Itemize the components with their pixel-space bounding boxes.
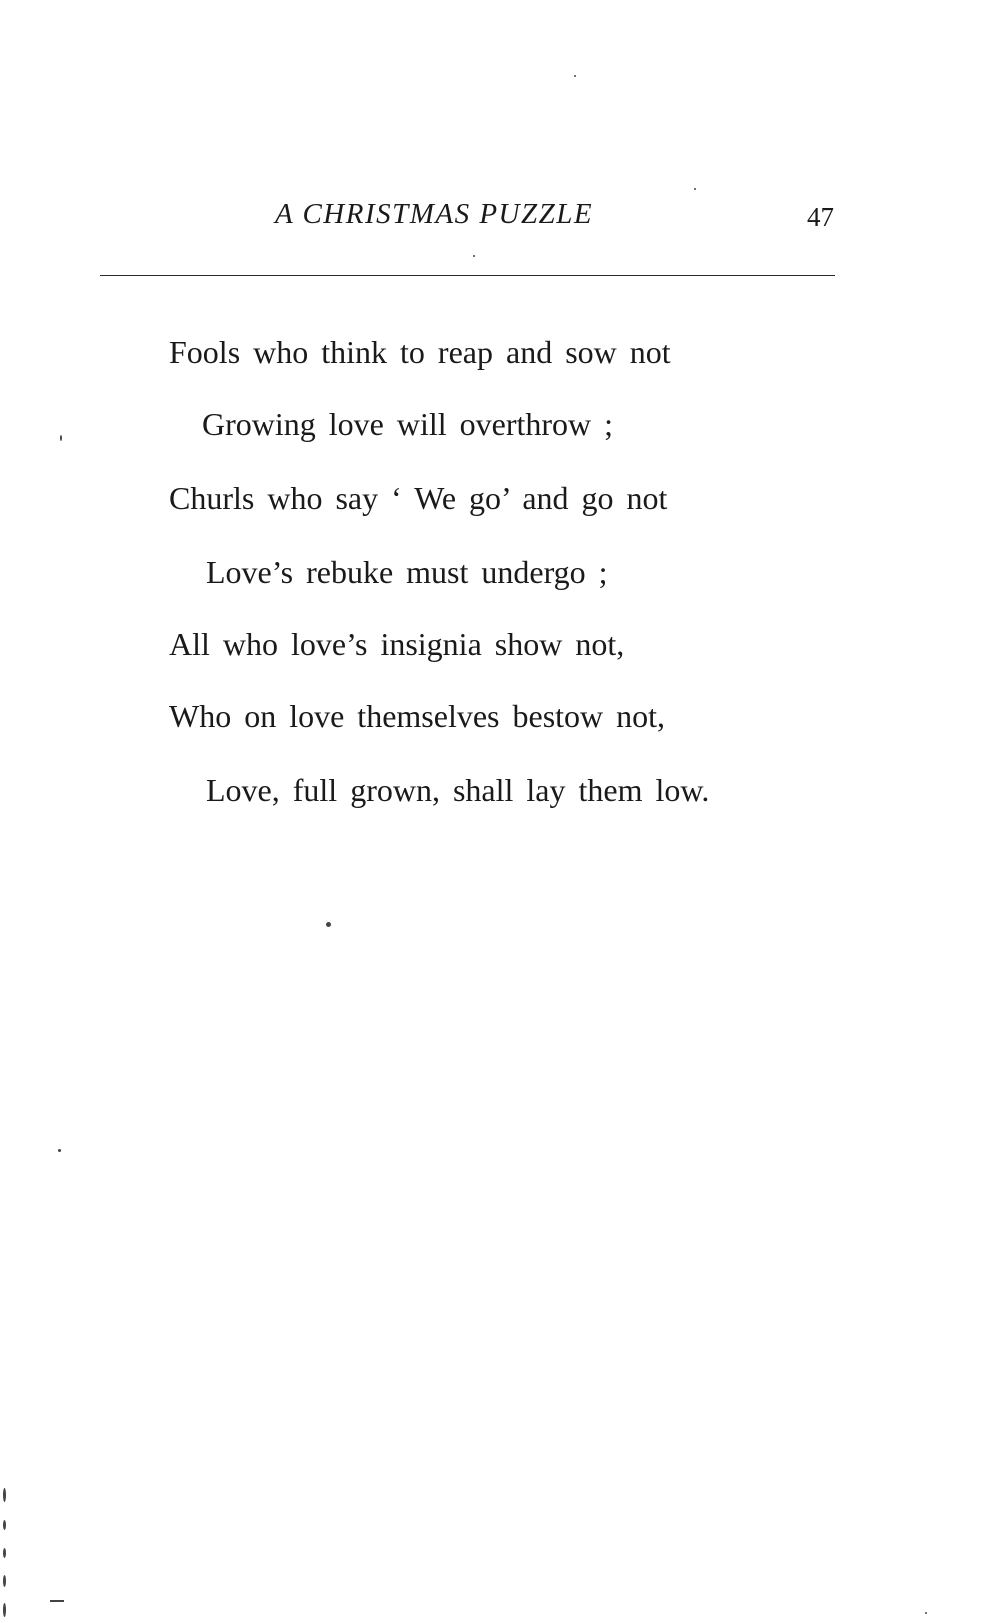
- scan-speck: [473, 255, 475, 257]
- poem-line-indented: Love’s rebuke must undergo ;: [206, 554, 608, 590]
- poem-line-indented: Growing love will overthrow ;: [202, 406, 614, 442]
- scan-speck: [3, 1575, 6, 1587]
- header-rule: [100, 275, 835, 276]
- scan-speck: [3, 1603, 6, 1617]
- running-head: [0, 198, 1000, 238]
- scan-speck: [50, 1600, 64, 1602]
- scan-speck: [58, 1149, 61, 1152]
- poem-line: Who on love themselves bestow not,: [169, 698, 666, 734]
- poem-line-indented: Love, full grown, shall lay them low.: [206, 772, 710, 808]
- poem-line: Fools who think to reap and sow not: [169, 334, 671, 370]
- scan-speck: [3, 1520, 6, 1530]
- scan-speck: [574, 75, 576, 77]
- poem-line: All who love’s insignia show not,: [169, 626, 625, 662]
- poem-line: Churls who say ‘ We go’ and go not: [169, 480, 668, 516]
- scan-speck: [60, 435, 62, 441]
- page-number: 47: [807, 202, 834, 232]
- running-title: A CHRISTMAS PUZZLE: [275, 198, 594, 230]
- scan-speck: [3, 1488, 6, 1502]
- scan-speck: [694, 188, 696, 190]
- scan-speck: [3, 1548, 6, 1558]
- scan-speck: [925, 1612, 927, 1614]
- scan-speck: [326, 922, 331, 927]
